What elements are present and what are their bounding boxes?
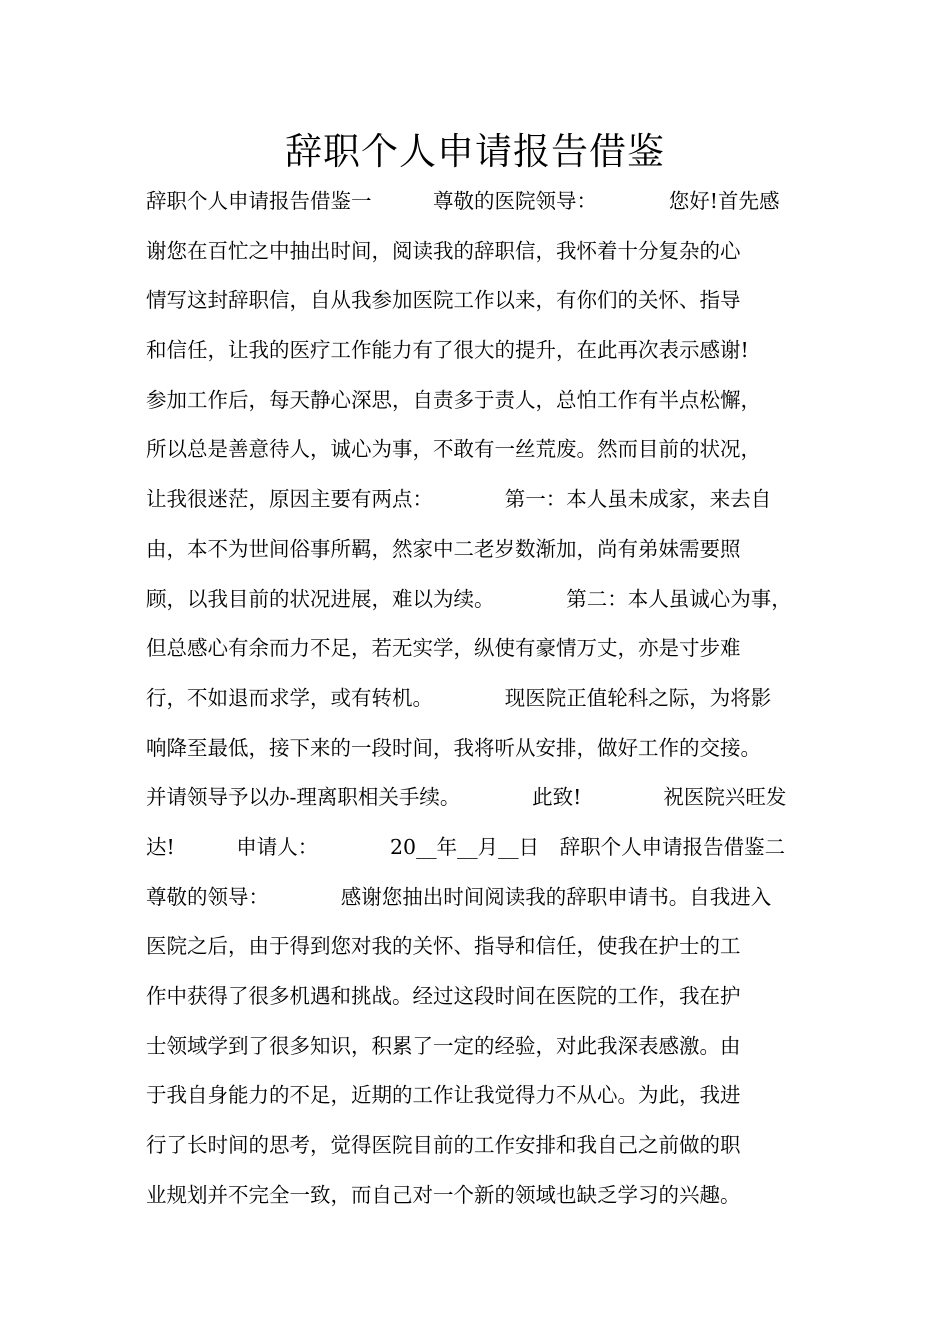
- document-title: 辞职个人申请报告借鉴: [285, 130, 665, 173]
- body-line: 所以总是善意待人，诚心为事，不敢有一丝荒废。然而目前的状况，: [146, 437, 761, 462]
- body-line: 谢您在百忙之中抽出时间，阅读我的辞职信，我怀着十分复杂的心: [146, 238, 741, 263]
- body-line: 于我自身能力的不足，近期的工作让我觉得力不从心。为此，我进: [146, 1083, 741, 1108]
- body-line: 作中获得了很多机遇和挑战。经过这段时间在医院的工作，我在护: [146, 984, 741, 1008]
- body-line: 达! 申请人： 20__年__月__日 辞职个人申请报告借鉴二: [146, 834, 786, 859]
- body-line: 尊敬的领导： 感谢您抽出时间阅读我的辞职申请书。自我进入: [146, 884, 772, 909]
- body-line: 行，不如退而求学，或有转机。 现医院正值轮科之际，为将影: [146, 685, 772, 710]
- body-line: 响降至最低，接下来的一段时间，我将听从安排，做好工作的交接。: [146, 735, 761, 760]
- body-line: 由，本不为世间俗事所羁，然家中二老岁数渐加，尚有弟妹需要照: [146, 536, 741, 561]
- body-line: 情写这封辞职信，自从我参加医院工作以来，有你们的关怀、指导: [146, 288, 741, 313]
- body-line: 参加工作后，每天静心深思，自责多于责人，总怕工作有半点松懈，: [146, 387, 761, 412]
- document-body: [146, 181, 836, 1224]
- body-line: 行了长时间的思考，觉得医院目前的工作安排和我自己之前做的职: [146, 1133, 741, 1158]
- body-line: 让我很迷茫，原因主要有两点： 第一：本人虽未成家，来去自: [146, 487, 772, 512]
- body-line: 顾，以我目前的状况进展，难以为续。 第二：本人虽诚心为事，: [146, 586, 792, 611]
- body-line: 医院之后，由于得到您对我的关怀、指导和信任，使我在护士的工: [146, 934, 741, 959]
- body-line: 辞职个人申请报告借鉴一 尊敬的医院领导： 您好!首先感: [146, 189, 780, 213]
- body-line: 但总感心有余而力不足，若无实学，纵使有豪情万丈，亦是寸步难: [146, 636, 741, 661]
- body-line: 和信任，让我的医疗工作能力有了很大的提升，在此再次表示感谢!: [146, 338, 749, 363]
- body-line: 并请领导予以办-理离职相关手续。 此致! 祝医院兴旺发: [146, 785, 787, 810]
- body-line: 业规划并不完全一致，而自己对一个新的领域也缺乏学习的兴趣。: [146, 1182, 741, 1207]
- body-line: 士领域学到了很多知识，积累了一定的经验，对此我深表感激。由: [146, 1033, 741, 1058]
